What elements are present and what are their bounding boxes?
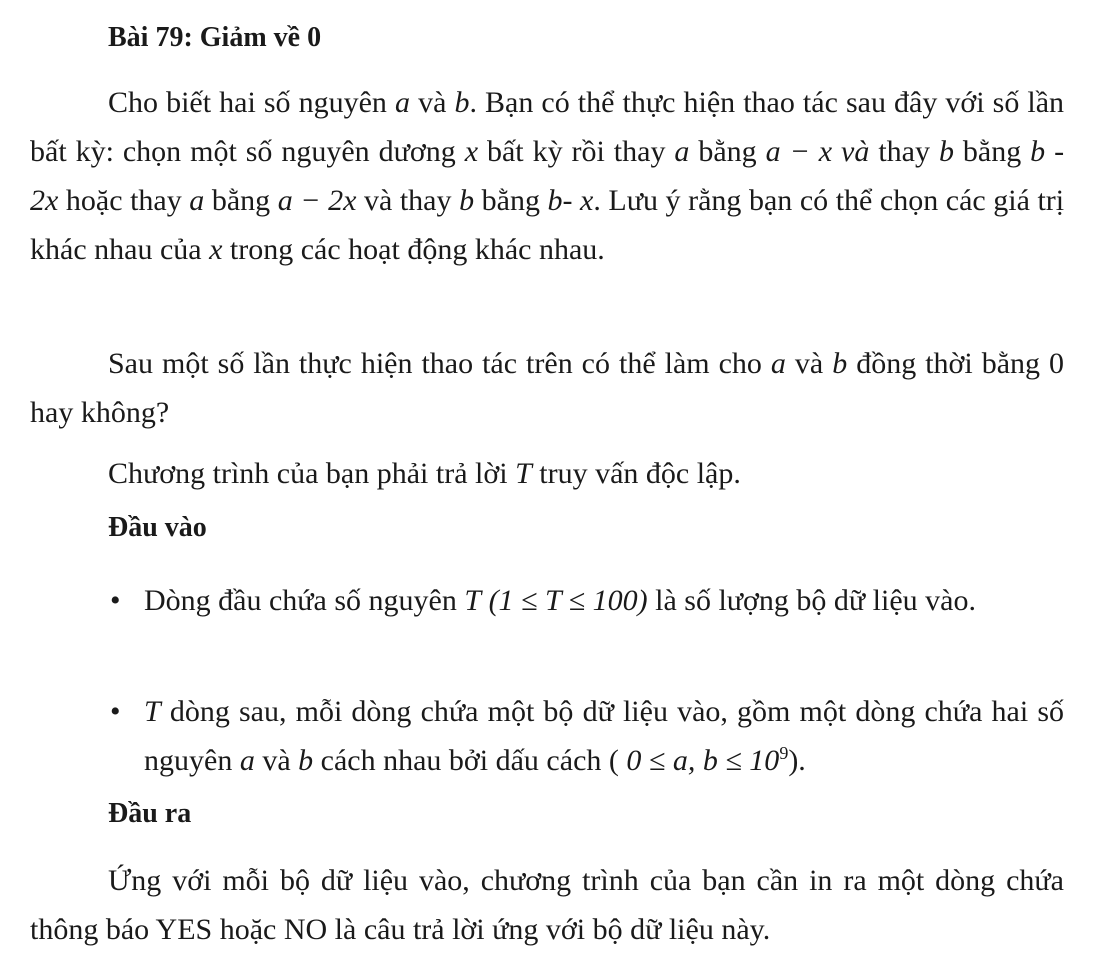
query-count-text: Chương trình của bạn phải trả lời T truy vấn độc lập.: [108, 457, 741, 490]
bullet-dot-icon: •: [110, 584, 121, 617]
problem-title: Bài 79: Giảm về 0: [108, 22, 322, 53]
problem-intro: Cho biết hai số nguyên a và b. Bạn có thể thực hiện thao tác sau đây với số lần bất kỳ: chọn một số nguyên dương x bất kỳ rồi thay a bằng a − x và thay b bằng b - 2x hoặc thay a bằng a − 2x và thay b bằng b- x. Lưu ý rằng bạn có thể chọn các giá trị khác nhau của x trong các hoạt động khác nhau.: [30, 86, 1065, 266]
bullet-dot-icon: •: [110, 695, 121, 728]
output-description: Ứng với mỗi bộ dữ liệu vào, chương trình của bạn cần in ra một dòng chứa thông báo YES hoặc NO là câu trả lời ứng với bộ dữ liệu này.: [30, 864, 1064, 946]
problem-question: Sau một số lần thực hiện thao tác trên có thể làm cho a và b đồng thời bằng 0 hay không?: [30, 347, 1065, 429]
input-bullet-2: • T dòng sau, mỗi dòng chứa một bộ dữ liệu vào, gồm một dòng chứa hai số nguyên a và b cách nhau bởi dấu cách ( 0 ≤ a, $b \le 10^9$).: [144, 687, 1064, 785]
output-heading: Đầu ra: [108, 798, 192, 829]
input-bullet-1: • Dòng đầu chứa số nguyên T (1 ≤ T ≤ 100) là số lượng bộ dữ liệu vào.: [144, 576, 1064, 625]
input-heading: Đầu vào: [108, 512, 207, 543]
